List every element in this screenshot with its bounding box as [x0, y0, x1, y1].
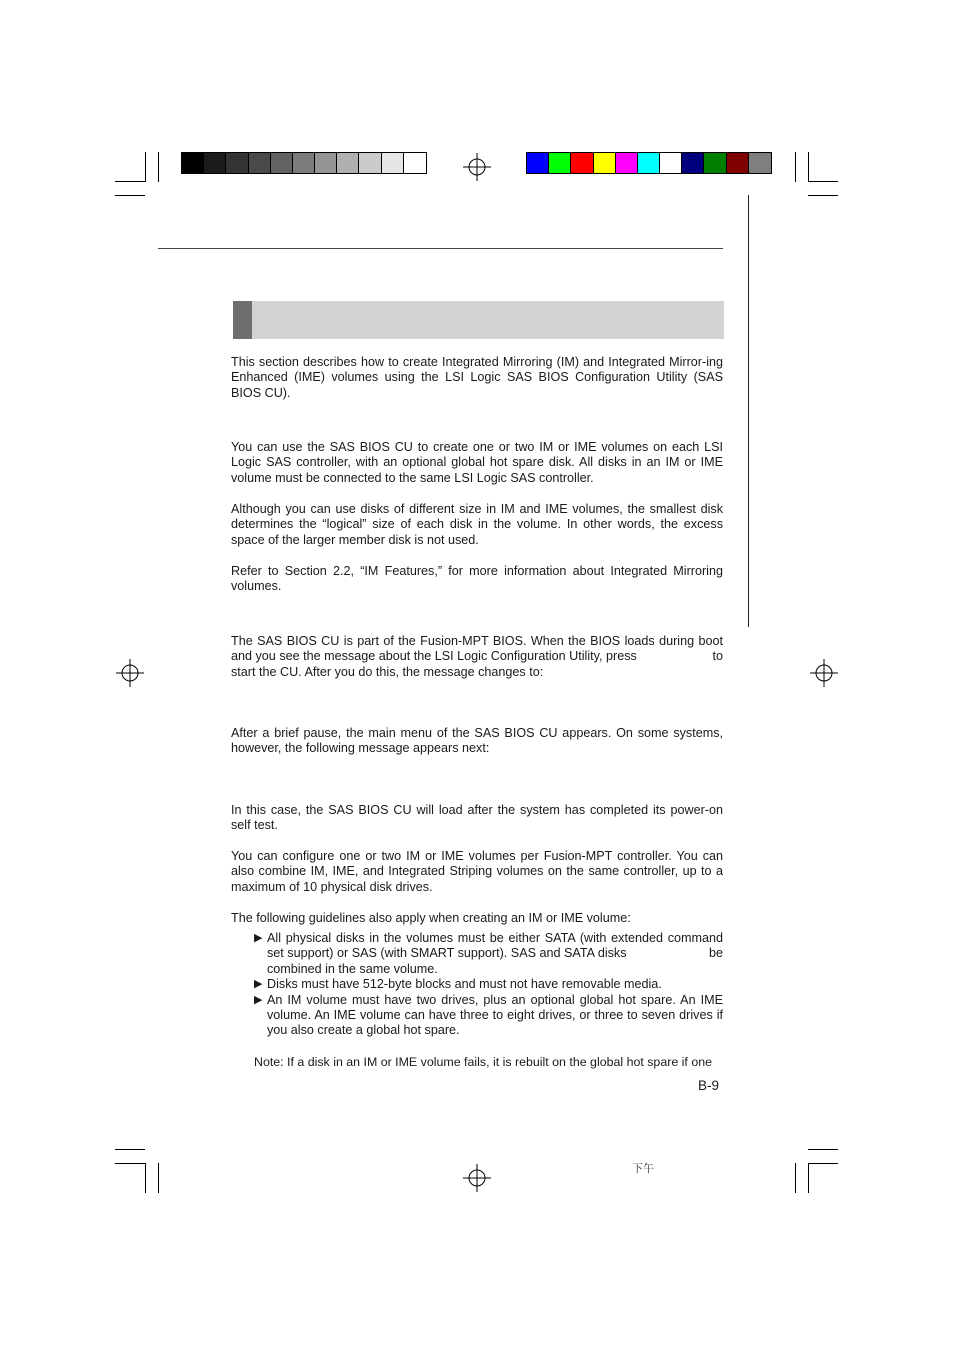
- color-swatch: [337, 153, 359, 173]
- crop-mark-top-right-h2: [808, 195, 838, 196]
- color-swatch: [204, 153, 226, 173]
- color-swatch: [404, 153, 426, 173]
- side-rule: [748, 195, 749, 627]
- color-swatch: [293, 153, 315, 173]
- guidelines-list: [254, 931, 723, 1039]
- paragraph-line: start the CU. After you do this, the message changes to:: [231, 664, 544, 679]
- color-swatch: [749, 153, 771, 173]
- crop-mark-bottom-right-h2: [808, 1163, 838, 1164]
- list-item: [254, 977, 723, 992]
- header-rule: [158, 248, 723, 249]
- list-item-text: All physical disks in the volumes must be either SATA (with extended command set support) or SAS (with SMART support). SAS and SATA disks: [267, 931, 723, 961]
- color-swatch: [727, 153, 749, 173]
- list-item-text-end: be: [708, 946, 723, 961]
- color-swatch: [638, 153, 660, 173]
- crop-mark-bottom-left-h2: [115, 1163, 145, 1164]
- paragraph-configure-volumes: You can configure one or two IM or IME volumes per Fusion-MPT controller. You can also combine IM, IME, and Integrated Striping volumes on the same controller, up to a maximum of 10 physical disk drives.: [231, 849, 723, 894]
- color-swatch: [660, 153, 682, 173]
- list-item-line: combined in the same volume.: [267, 961, 438, 976]
- color-swatch: [549, 153, 571, 173]
- section-title-bar: [233, 301, 724, 339]
- paragraph-bios-cu-start: [231, 634, 723, 680]
- crop-mark-top-right-h: [808, 181, 838, 182]
- paragraph-line: The SAS BIOS CU is part of the Fusion-MPT BIOS. When the BIOS loads during boot: [231, 634, 723, 648]
- list-item-line: [267, 931, 723, 962]
- registration-crosshair-icon: [463, 1164, 491, 1192]
- color-swatch: [527, 153, 549, 173]
- grayscale-calibration-strip: [181, 152, 427, 174]
- color-swatch: [249, 153, 271, 173]
- crop-mark-top-left-v: [145, 152, 146, 182]
- crop-mark-top-left-h: [115, 181, 145, 182]
- registration-crosshair-icon: [463, 153, 491, 181]
- color-swatch: [271, 153, 293, 173]
- crop-mark-bottom-left-h: [115, 1149, 145, 1150]
- color-swatch: [315, 153, 337, 173]
- list-item: [254, 931, 723, 977]
- paragraph-line-end: to: [712, 649, 723, 664]
- crop-mark-bottom-left-v2: [158, 1163, 159, 1193]
- crop-mark-bottom-right-h: [808, 1149, 838, 1150]
- paragraph-refer-section: Refer to Section 2.2, “IM Features,” for more information about Integrated Mirroring volumes.: [231, 564, 723, 594]
- crop-mark-bottom-right-v: [795, 1163, 796, 1193]
- color-calibration-strip: [526, 152, 772, 174]
- color-swatch: [182, 153, 204, 173]
- paragraph-line: [231, 649, 723, 664]
- color-swatch: [382, 153, 404, 173]
- crop-mark-top-right-v: [795, 152, 796, 182]
- crop-mark-bottom-right-v2: [808, 1163, 809, 1193]
- color-swatch: [226, 153, 248, 173]
- list-item-text: Disks must have 512-byte blocks and must not have removable media.: [267, 977, 662, 992]
- paragraph-guidelines-intro: The following guidelines also apply when creating an IM or IME volume:: [231, 911, 631, 925]
- paragraph-disk-size: Although you can use disks of different size in IM and IME volumes, the smallest disk determines the “logical” size of each disk in the volume. In other words, the excess space of the larger member disk is not used.: [231, 502, 723, 547]
- paragraph-create-volumes: You can use the SAS BIOS CU to create one or two IM or IME volumes on each LSI Logic SAS controller, with an optional global hot spare disk. All disks in an IM or IME volume must be connected to the same LSI Logic SAS controller.: [231, 440, 723, 485]
- footer-print-mark: 下午: [632, 1162, 654, 1175]
- color-swatch: [571, 153, 593, 173]
- color-swatch: [594, 153, 616, 173]
- crop-mark-top-left-v2: [158, 152, 159, 182]
- list-item: [254, 993, 723, 1039]
- color-swatch: [616, 153, 638, 173]
- color-swatch: [359, 153, 381, 173]
- crop-mark-top-right-v2: [808, 152, 809, 182]
- page-number: B-9: [698, 1078, 720, 1093]
- paragraph-line-text: and you see the message about the LSI Logic Configuration Utility, press: [231, 649, 637, 664]
- crop-mark-top-left-h2: [115, 195, 145, 196]
- color-swatch: [682, 153, 704, 173]
- color-swatch: [704, 153, 726, 173]
- crop-mark-bottom-left-v: [145, 1163, 146, 1193]
- registration-crosshair-icon: [810, 659, 838, 687]
- registration-crosshair-icon: [116, 659, 144, 687]
- section-title-tab: [233, 301, 252, 339]
- list-item-text: An IM volume must have two drives, plus an optional global hot spare. An IME volume. An IME volume can have three to eight drives, or three to seven drives if you also create a global hot spare.: [267, 992, 723, 1038]
- paragraph-main-menu: After a brief pause, the main menu of the SAS BIOS CU appears. On some systems, however, the following message appears next:: [231, 726, 723, 756]
- right-triangle-bullet-icon: ▶: [254, 993, 263, 1006]
- paragraph-power-on: In this case, the SAS BIOS CU will load after the system has completed its power-on self test.: [231, 803, 723, 833]
- right-triangle-bullet-icon: ▶: [254, 932, 263, 944]
- right-triangle-bullet-icon: ▶: [254, 978, 263, 991]
- intro-paragraph: This section describes how to create Integrated Mirroring (IM) and Integrated Mirror-ing Enhanced (IME) volumes using the LSI Logic SAS BIOS Configuration Utility (SAS BIOS CU).: [231, 355, 723, 400]
- note-text: Note: If a disk in an IM or IME volume fails, it is rebuilt on the global hot spare if one: [254, 1055, 712, 1069]
